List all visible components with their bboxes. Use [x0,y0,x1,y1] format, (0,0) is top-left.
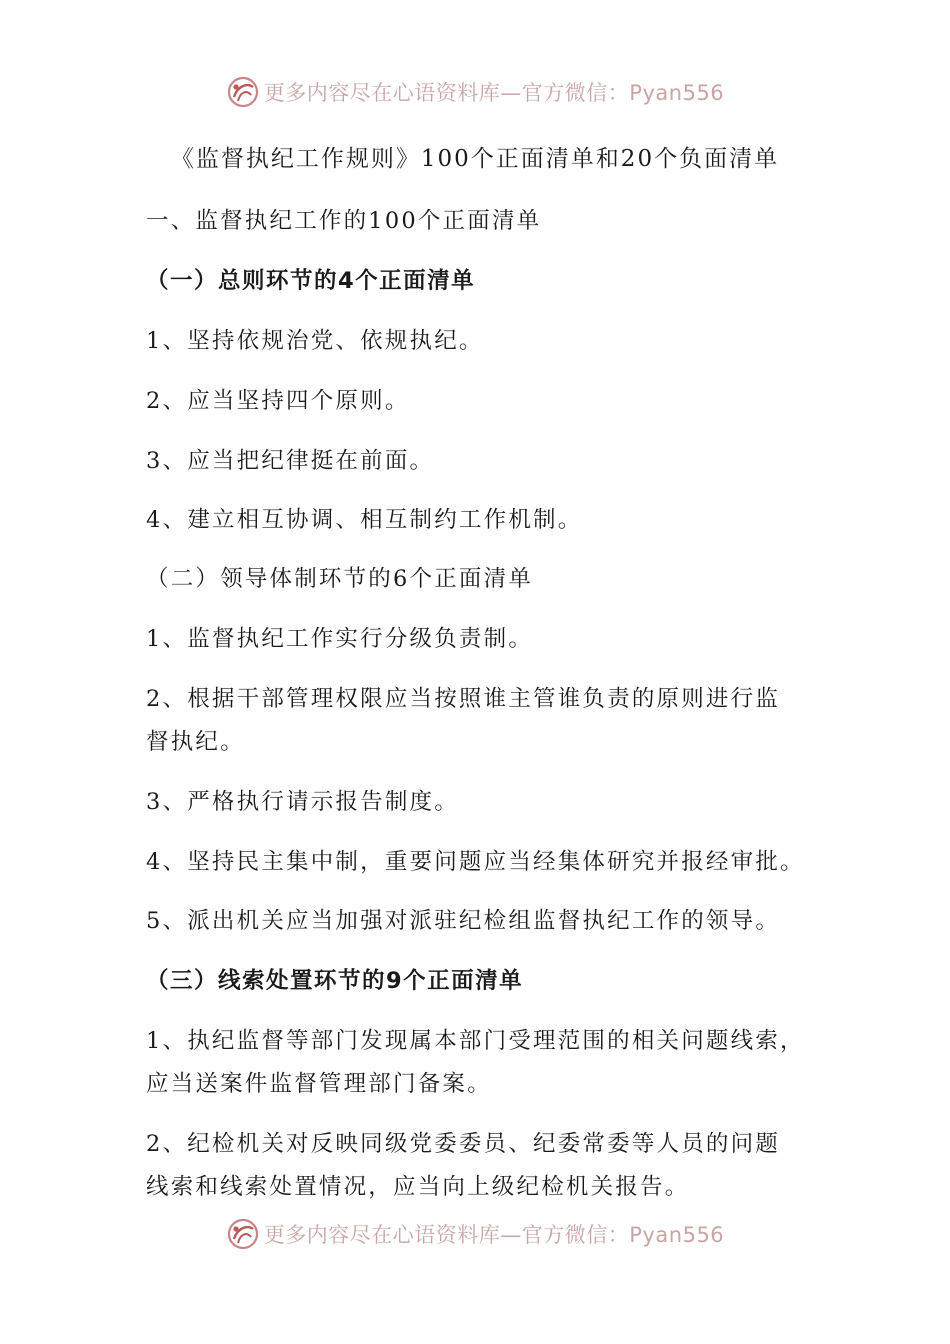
watermark-text: 更多内容尽在心语资料库—官方微信：Pyan556 [263,1223,725,1247]
list-item-continuation: 应当送案件监督管理部门备案。 [146,1071,492,1097]
subsection-heading: （二）领导体制环节的6个正面清单 [146,566,534,592]
list-item: 2、应当坚持四个原则。 [146,388,410,414]
list-item: 1、坚持依规治党、依规执纪。 [146,328,484,354]
watermark-text: 更多内容尽在心语资料库—官方微信：Pyan556 [263,81,725,105]
subsection-heading: （一）总则环节的4个正面清单 [146,268,476,294]
subsection-heading: （三）线索处置环节的9个正面清单 [146,968,524,994]
document-title: 《监督执纪工作规则》100个正面清单和20个负面清单 [170,146,780,172]
list-item-continuation: 线索和线索处置情况，应当向上级纪检机关报告。 [146,1174,690,1200]
list-item: 3、应当把纪律挺在前面。 [146,448,435,474]
list-item: 3、严格执行请示报告制度。 [146,789,459,815]
list-item: 2、纪检机关对反映同级党委委员、纪委常委等人员的问题 [146,1131,781,1157]
list-item: 4、建立相互协调、相互制约工作机制。 [146,507,583,533]
watermark-footer [0,1214,950,1254]
list-item: 2、根据干部管理权限应当按照谁主管谁负责的原则进行监 [146,686,781,712]
list-item: 5、派出机关应当加强对派驻纪检组监督执纪工作的领导。 [146,908,781,934]
section-heading: 一、监督执纪工作的100个正面清单 [146,208,542,234]
list-item: 1、监督执纪工作实行分级负责制。 [146,626,534,652]
watermark-header [0,72,950,112]
list-item-continuation: 督执纪。 [146,729,245,755]
list-item: 1、执纪监督等部门发现属本部门受理范围的相关问题线索， [146,1028,805,1054]
watermark-logo-icon [226,1217,260,1251]
watermark-logo-icon [226,75,260,109]
list-item: 4、坚持民主集中制，重要问题应当经集体研究并报经审批。 [146,849,805,875]
